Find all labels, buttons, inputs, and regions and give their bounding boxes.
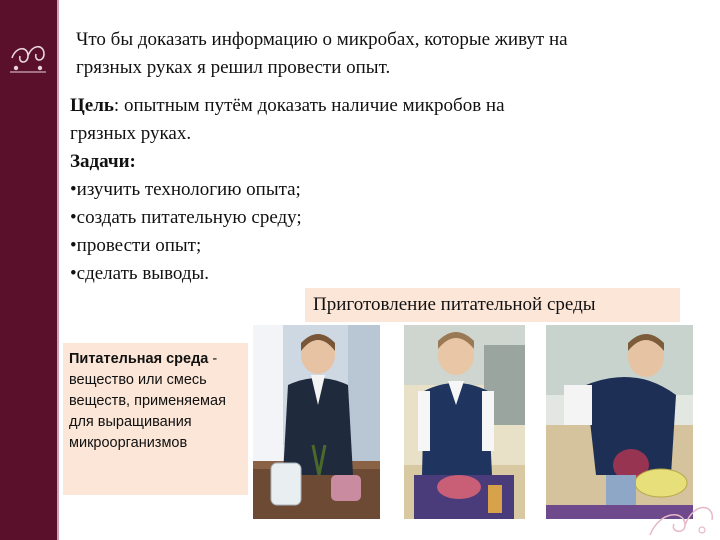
definition-box [63,343,248,495]
photo-caption: Приготовление питательной среды [305,288,680,322]
intro-line-1: Что бы доказать информацию о микробах, которые живут на [76,29,568,50]
list-item: •провести опыт; [70,235,202,256]
goal-text-1: : опытным путём доказать наличие микробов на [113,95,505,116]
definition-text: - вещество или смесь веществ, применяемая для выращивания микроорганизмов [69,351,226,451]
goal-paragraph [70,92,690,148]
sidebar-band [0,0,57,540]
list-item: •изучить технологию опыта; [70,179,301,200]
tasks-heading: Задачи: [70,151,136,172]
goal-text-2: грязных руках. [70,123,192,144]
intro-line-2: грязных руках я решил провести опыт. [76,57,391,78]
tasks-list [70,148,690,288]
list-item: •сделать выводы. [70,263,210,284]
photo-boy-with-jar [253,325,380,519]
sidebar-divider [57,0,59,540]
photo-boy-with-dish [404,325,525,519]
goal-label: Цель [70,95,114,116]
flourish-ornament-icon [6,36,50,76]
corner-swirl-ornament-icon [640,480,720,540]
list-item: •создать питательную среду; [70,207,302,228]
definition-term: Питательная среда [69,351,209,367]
intro-text [76,26,706,82]
